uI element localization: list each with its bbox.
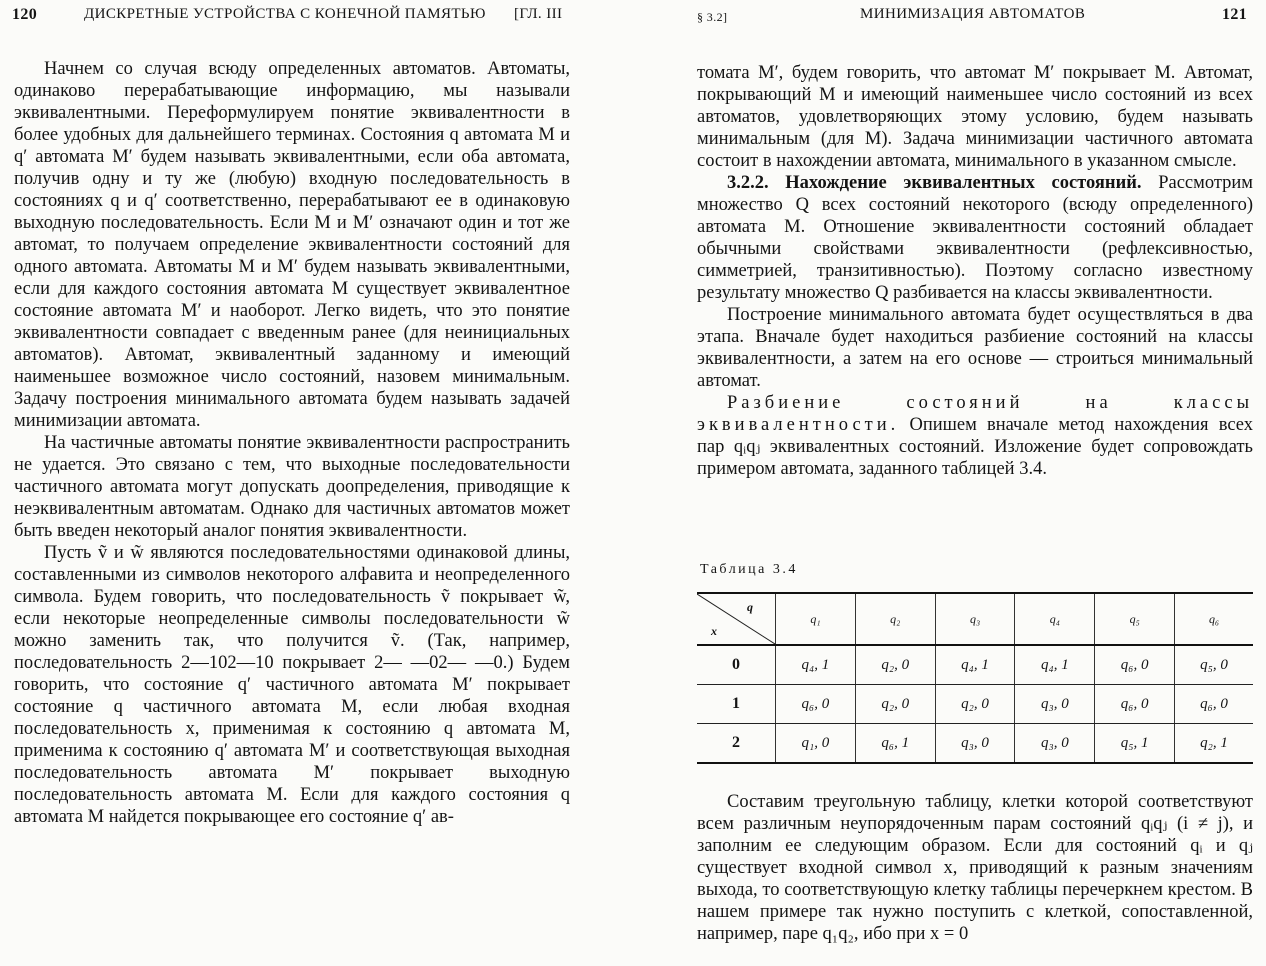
table-cell: q₄, 1 [1015,645,1095,685]
right-page [630,0,1266,966]
header-cell: q₃ [935,593,1015,645]
running-title: МИНИМИЗАЦИЯ АВТОМАТОВ [860,6,1086,22]
section-ref: § 3.2] [697,10,728,24]
table-cell: q₆, 0 [1095,645,1175,685]
paragraph: Составим треугольную таблицу, клетки которой соответствуют всем различным неупорядоченным парам состояний qᵢqⱼ (i ≠ j), и заполним ее следующим образом. Если для состояний qᵢ и qⱼ существует входной символ x, приводящий к разным значениям выхода, то соответствующую клетку таблицы перечеркнем крестом. В нашем примере так нужно поступить с клеткой, сопоставленной, например, паре q₁q₂, ибо при x = 0 [697,792,1253,944]
table-cell: q₆, 1 [855,724,935,764]
paragraph-text: Опишем вначале метод нахождения всех пар qᵢqⱼ эквивалентных состояний. Изложение будет сопровождать примером автомата, заданного таблицей 3.4. [697,415,1254,479]
table-caption: Таблица 3.4 [700,562,798,577]
header-cell: q₁ [776,593,856,645]
header-cell: q₅ [1095,593,1175,645]
header-cell: q₂ [855,593,935,645]
right-body-bottom [697,791,1253,945]
table-corner [697,593,776,645]
table-cell: q₆, 0 [1175,685,1253,724]
table-cell: q₁, 0 [776,724,856,764]
table-cell: q₂, 0 [855,645,935,685]
header-cell: q₆ [1175,593,1253,645]
row-input: 2 [697,724,776,764]
table-cell: q₂, 0 [855,685,935,724]
diagonal-line [697,594,775,644]
table-row [697,685,1253,724]
chapter-ref: [ГЛ. III [514,6,563,22]
paragraph: Построение минимального автомата будет осуществляться в два этапа. Вначале будет находиться разбиение состояний на классы эквивалентности, а затем на его основе — строиться минимальный автомат. [697,305,1253,391]
page-number: 120 [12,6,38,23]
page-number: 121 [1222,6,1248,23]
section-heading: 3.2.2. Нахождение эквивалентных состояний. [727,173,1142,193]
paragraph: томата M′, будем говорить, что автомат M′ покрывает M. Автомат, покрывающий M и имеющий наименьшее число состояний из всех автоматов, удовлетворяющих этому условию, будем называть минимальным (для M). Задача минимизации частичного автомата состоит в нахождении автомата, минимального в указанном смысле. [697,63,1253,171]
table-cell: q₄, 1 [776,645,856,685]
table-cell: q₃, 0 [1015,685,1095,724]
spaced-heading: Разбиение состояний на классы эквивалентности. [697,393,1253,435]
paragraph: Начнем со случая всюду определенных автоматов. Автоматы, одинаково перерабатывающие информацию, мы называли эквивалентными. Переформулируем понятие эквивалентности в более удобных для дальнейшего терминах. Состояния q автомата M и q′ автомата M′ будем называть эквивалентными, если оба автомата, получив одну и ту же (любую) входную последовательность в состояниях q и q′ соответственно, перерабатывают ее в одинаковую выходную последовательность. Если M и M′ означают один и тот же автомат, то получаем определение эквивалентности состояний для одного автомата. Автоматы M и M′ будем называть эквивалентными, если для каждого состояния автомата M существует эквивалентное состояние автомата M′ и наоборот. Легко видеть, что это понятие эквивалентности совпадает с введенным ранее (для неинициальных автоматов). Автомат, эквивалентный заданному и имеющий наименьшее возможное число состояний, назовем минимальным. Задачу построения минимального автомата будем называть задачей минимизации автомата. [14,59,570,431]
row-input: 0 [697,645,776,685]
table-cell: q₅, 0 [1175,645,1253,685]
table-row [697,645,1253,685]
running-title: ДИСКРЕТНЫЕ УСТРОЙСТВА С КОНЕЧНОЙ ПАМЯТЬЮ [84,6,486,22]
table-cell: q₆, 0 [1095,685,1175,724]
paragraph [697,392,1253,480]
left-body [14,58,570,828]
table-cell: q₂, 0 [935,685,1015,724]
transition-table [697,592,1253,764]
table-cell: q₄, 1 [935,645,1015,685]
paragraph: На частичные автоматы понятие эквивалентности распространить не удается. Это связано с тем, что выходные последовательности частичного автомата могут допускать доопределения, приводящие к неэквивалентным автоматам. Однако для частичных автоматов может быть введен некоторый аналог понятия эквивалентности. [14,433,570,541]
table-cell: q₆, 0 [776,685,856,724]
left-page [0,0,600,966]
paragraph: Пусть ṽ и w̃ являются последовательностями одинаковой длины, составленными из символов некоторого алфавита и неопределенного символа. Будем говорить, что последовательность ṽ покрывает w̃, если некоторые неопределенные символы последовательности w̃ можно заменить так, что получится ṽ. (Так, например, последовательность 2—102—10 покрывает 2— —02— —0.) Будем говорить, что состояние q′ частичного автомата M′ покрывает состояние q частичного автомата M, если любая входная последовательность x, применимая к состоянию q автомата M, применима к состоянию q′ автомата M′ и соответствующая выходная последовательность автомата M′ покрывает выходную последовательность автомата M. Если для каждого состояния q автомата M найдется покрывающее его состояние q′ ав- [14,543,570,827]
table-cell: q₅, 1 [1095,724,1175,764]
corner-q: q [747,600,753,614]
table-cell: q₂, 1 [1175,724,1253,764]
right-body-top [697,62,1253,480]
row-input: 1 [697,685,776,724]
paragraph-text: Рассмотрим множество Q всех состояний некоторого (всюду определенного) автомата M. Отношение эквивалентности состояний обладает обычными свойствами эквивалентности (рефлексивностью, симметрией, транзитивностью). Поэтому согласно известному результату множество Q разбивается на классы эквивалентности. [697,173,1253,303]
table-header-row [697,593,1253,645]
table-cell: q₃, 0 [935,724,1015,764]
table-cell: q₃, 0 [1015,724,1095,764]
paragraph [697,172,1253,304]
header-cell: q₄ [1015,593,1095,645]
corner-x: x [711,624,717,638]
table-row [697,724,1253,764]
